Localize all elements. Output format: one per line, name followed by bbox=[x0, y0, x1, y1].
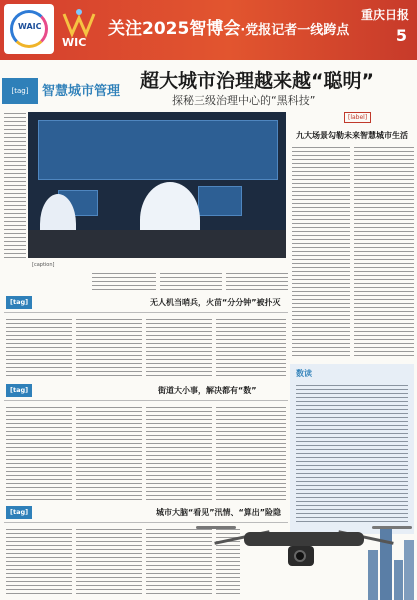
subsection-tag-3: [tag] bbox=[6, 506, 32, 519]
article-subtitle: 探秘三级治理中心的“黑科技” bbox=[172, 94, 316, 107]
photo-wall-screen bbox=[38, 120, 278, 180]
data-note-title: 数读 bbox=[296, 369, 312, 378]
drone-propeller bbox=[372, 526, 412, 529]
city-skyline-image bbox=[368, 520, 414, 600]
skyline-building bbox=[368, 550, 378, 600]
subsection-headline-3: 城市大脑“看见”汛情、“算出”险隐 bbox=[156, 508, 282, 517]
body-text-column bbox=[160, 270, 222, 292]
divider bbox=[4, 522, 288, 523]
skyline-building bbox=[404, 540, 414, 600]
drone-propeller bbox=[196, 526, 236, 529]
body-text-column bbox=[76, 316, 142, 378]
event-logo-text: WAIC bbox=[18, 22, 42, 31]
body-text-column bbox=[146, 404, 212, 500]
divider bbox=[4, 400, 288, 401]
camera-lens-icon bbox=[294, 550, 306, 562]
masthead-headline-sub: ·党报记者一线跨点 bbox=[240, 23, 350, 38]
body-text-column bbox=[6, 526, 72, 596]
sidebar-text-column bbox=[292, 144, 350, 356]
data-note-text bbox=[296, 382, 408, 522]
subsection-tag-1: [tag] bbox=[6, 296, 32, 309]
event-logo bbox=[4, 4, 54, 54]
body-text-column bbox=[216, 316, 286, 378]
drone-icon bbox=[244, 532, 364, 546]
sidebar-text-column bbox=[354, 144, 414, 356]
paper-name: 重庆日报 bbox=[360, 8, 409, 22]
body-text-column bbox=[216, 404, 286, 500]
section-tag: [tag] bbox=[2, 78, 38, 104]
subsection-headline-2: 街道大小事，解决都有“数” bbox=[158, 386, 257, 395]
page-number: 5 bbox=[395, 26, 407, 45]
article-photo bbox=[28, 112, 286, 258]
body-text-column bbox=[6, 316, 72, 378]
photo-monitor bbox=[198, 186, 242, 216]
divider bbox=[4, 312, 288, 313]
photo-desk bbox=[28, 230, 286, 258]
masthead-headline bbox=[108, 14, 349, 39]
photo-caption: [caption] bbox=[32, 262, 55, 268]
masthead-headline-main: 关注2025智博会 bbox=[108, 19, 241, 39]
sidebar-title: 九大场景勾勒未来智慧城市生活 bbox=[296, 131, 408, 140]
subsection-tag-2: [tag] bbox=[6, 384, 32, 397]
wic-logo-text: WIC bbox=[62, 36, 87, 49]
body-text-column bbox=[76, 404, 142, 500]
body-text-column bbox=[146, 526, 212, 596]
article-title: 超大城市治理越来越“聪明” bbox=[140, 70, 374, 92]
related-label: [label] bbox=[344, 112, 371, 123]
section-title: 智慧城市管理 bbox=[42, 84, 121, 99]
skyline-building bbox=[394, 560, 403, 600]
body-text-column bbox=[146, 316, 212, 378]
body-text-column bbox=[226, 270, 288, 292]
body-text-column bbox=[76, 526, 142, 596]
left-column-text bbox=[4, 110, 26, 260]
subsection-headline-1: 无人机当哨兵，火苗“分分钟”被扑灭 bbox=[150, 298, 281, 307]
body-text-column bbox=[92, 270, 156, 292]
body-text-column bbox=[6, 404, 72, 500]
